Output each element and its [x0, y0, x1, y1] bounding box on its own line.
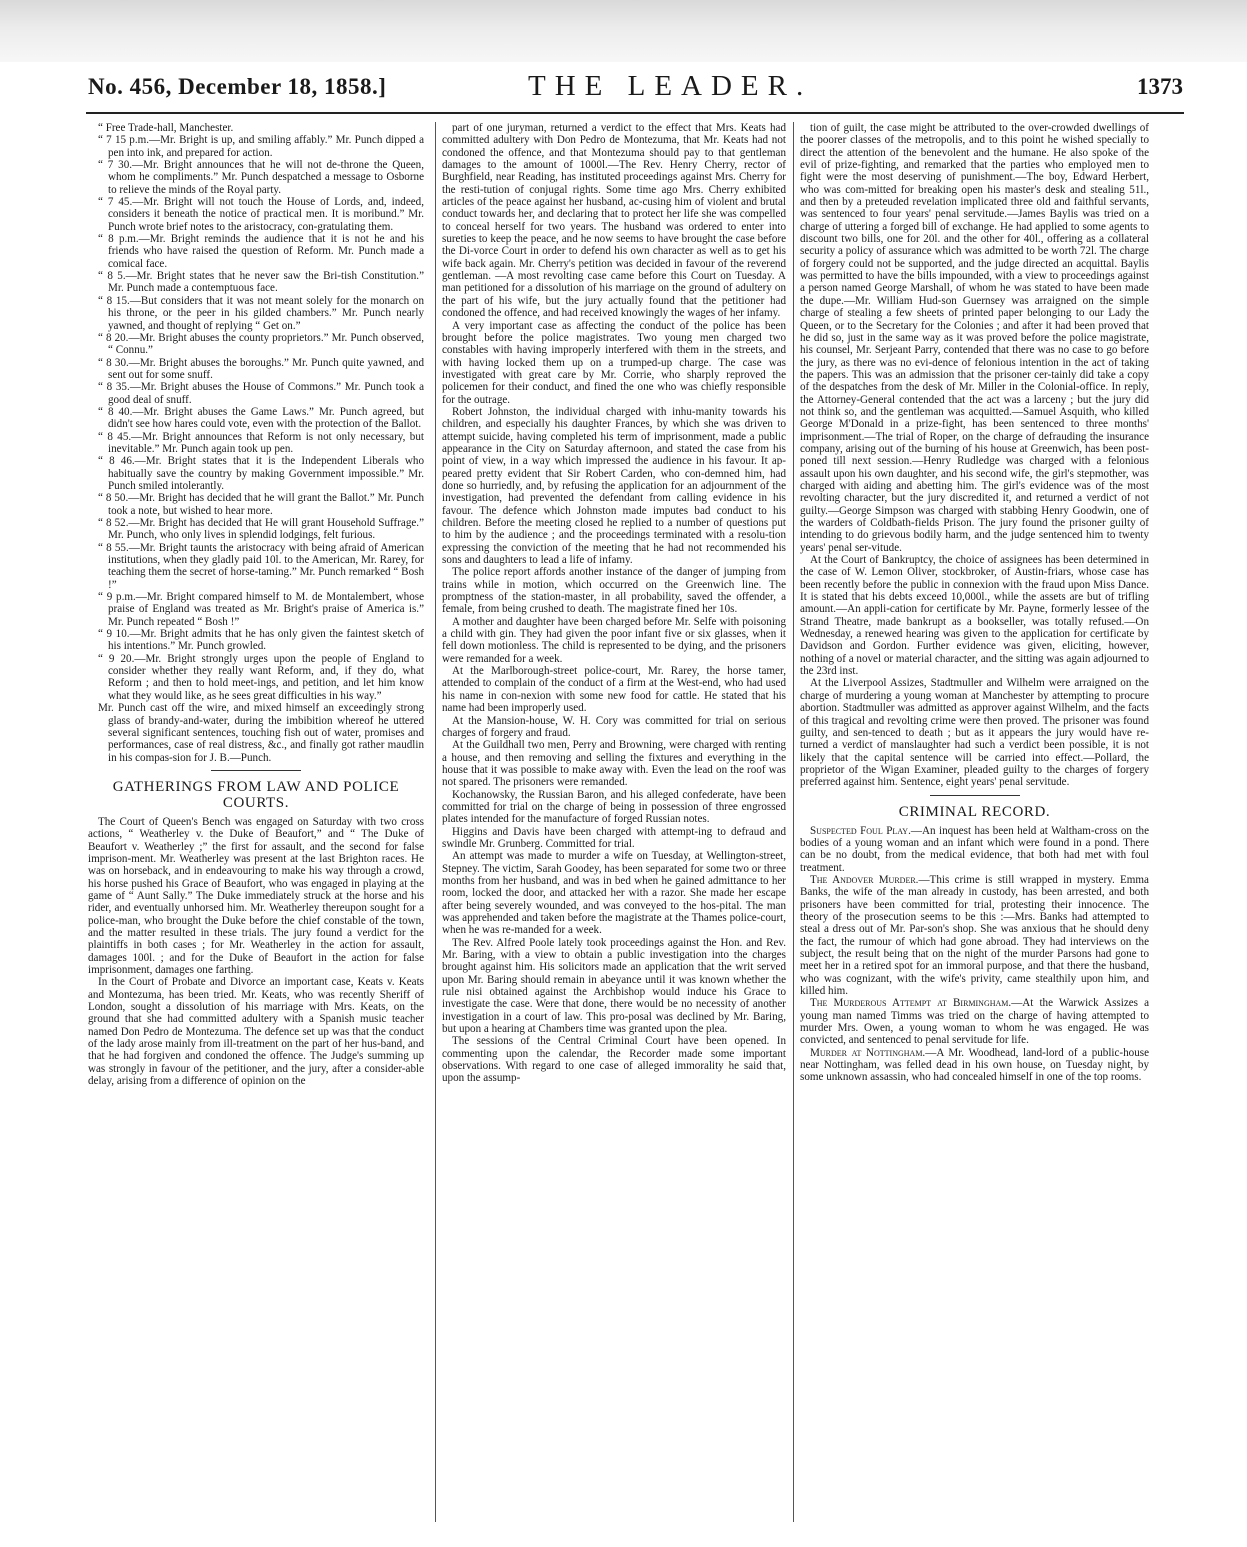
paragraph: “ 8 p.m.—Mr. Bright reminds the audience that it is not he and his friends who have raised the question of Reform. Mr. Punch made a comical face.: [98, 233, 424, 270]
divider: [211, 770, 301, 771]
issue-date: No. 456, December 18, 1858.]: [88, 74, 387, 99]
speech-timeline: [88, 122, 424, 764]
paragraph: A mother and daughter have been charged before Mr. Selfe with poisoning a child with gin. They had given the poor infant five or six glasses, when it fell down motionless. The child is represented to be dying, and the prisoners were remanded for a week.: [442, 615, 786, 665]
paragraph: Kochanowsky, the Russian Baron, and his alleged confederate, have been committed for trial on the charge of being in possession of three engrossed plates intended for the manufacture of forged Russian notes.: [442, 788, 786, 826]
paragraph: At the Mansion-house, W. H. Cory was committed for trial on serious charges of forgery and fraud.: [442, 714, 786, 739]
paragraph: “ 7 45.—Mr. Bright will not touch the House of Lords, and, indeed, considers it beneath the notice of practical men. It is moribund.” Mr. Punch wrote brief notes to the aristocracy, con-gratulating them.: [98, 196, 424, 233]
record-item-text: —A Mr. Woodhead, land-lord of a public-house near Nottingham, was felled dead in his own house, on Tuesday night, by some unknown assassin, who had concealed himself in one of the top rooms.: [800, 1046, 1149, 1084]
page-number: 1373: [1137, 74, 1183, 99]
paragraph: The Court of Queen's Bench was engaged on Saturday with two cross actions, “ Weatherley v. the Duke of Beaufort,” and “ The Duke of Beaufort v. Weatherley ;” the first for assault, and the second for false imprison-ment. Mr. Weatherley was present at the last Brighton races. He was on horseback, and in endeavouring to make his way through a crowd, his horse pushed his Grace of Beaufort, who was engaged in playing at the game of “ Aunt Sally.” The Duke immediately struck at the horse and his rider, and eventually unhorsed him. Mr. Weatherley thereupon sought for a police-man, who brought the Duke before the chief constable of the town, and the matter resulted in these trials. The jury found a verdict for the plaintiffs in both cases ; for Mr. Weatherley in the action for assault, damages 100l. ; and for the Duke of Beaufort in the action for false imprisonment, damages one farthing.: [88, 815, 424, 976]
paragraph: “ 8 52.—Mr. Bright has decided that He will grant Household Suffrage.” Mr. Punch, who only lives in splendid lodgings, felt furious.: [98, 517, 424, 542]
paragraph: tion of guilt, the case might be attributed to the over-crowded dwellings of the poorer classes of the metropolis, and to this point he wished specially to direct the attention of the benevolent and the humane. He also spoke of the evil of prize-fighting, and remarked that the parties who employed men to fight were the most deserving of punishment.—The boy, Edward Herbert, who was com-mitted for breaking open his master's desk and stealing 51l., and then by a preteuded revelation implicated three old and faithful servants, was sentenced to four years' penal servitude.—James Baylis was tried on a charge of uttering a forged bill of exchange. He had applied to some agents to discount two bills, one for 20l. and the other for 40l., offering as a collateral security a policy of assurance which was admitted to be worth 72l. The charge of forgery could not be supported, and the judge directed an acquittal. Baylis was permitted to have the bills impounded, with a view to proceedings against a person named George Marshall, of whom he was stated to have been made the dupe.—Mr. William Hud-son Guernsey was arraigned on the simple charge of stealing a few sheets of printed paper belonging to our Lady the Queen, or to the Secretary for the Colonies ; and after it had been proved that he did so, just in the same way as it was proved before the police magistrate, his counsel, Mr. Serjeant Parry, contended that there was no case to go before the jury, as there was no evi-dence of felonious intention in the act of taking the papers. This was an admission that the prisoner cer-tainly did take a copy of the despatches from the desk of Mr. Miller in the Colonial-office. In reply, the Attorney-General contended that the act was a larceny ; but the jury did not think so, and the gentleman was acquitted.—Samuel Asquith, who killed George M'Donald in a prize-fight, has been sentenced to three months' imprisonment.—The trial of Roper, on the charge of defrauding the insurance company, arising out of the burning of his house at Greenwich, has been post-poned till next session.—Henry Rudledge was charged with a felonious assault upon his own daughter, and his second wife, the girl's stepmother, was charged with aiding and abetting him. The girl's evidence was of the most revolting character, but the jury discredited it, and returned a verdict of not guilty.—George Simpson was charged with stabbing Henry Goodwin, one of the warders of Coldbath-fields Prison. The jury found the prisoner guilty of intending to do grievous bodily harm, and the judge sentenced him to twenty years' penal ser-vitude.: [800, 122, 1149, 554]
paragraph: “ Free Trade-hall, Manchester.: [98, 122, 234, 134]
paragraph: The sessions of the Central Criminal Court have been opened. In commenting upon the calendar, the Recorder made some important observations. With regard to one case of alleged immorality he said that, upon the assump-: [442, 1035, 786, 1085]
record-item-text: —An inquest has been held at Waltham-cross on the bodies of a young woman and an infant which were found in a pond. There can be no doubt, from the medical evidence, that both had met with foul treatment.: [800, 824, 1149, 874]
paragraph: “ 8 46.—Mr. Bright states that it is the Independent Liberals who habitually save the country by making Government impossible.” Mr. Punch smiled intolerantly.: [98, 455, 424, 492]
paragraph: “ 7 30.—Mr. Bright announces that he will not de-throne the Queen, whom he compliments.” Mr. Punch despatched a message to Osborne to relieve the minds of the Royal party.: [98, 159, 424, 196]
scan-top-band: [0, 0, 1247, 62]
paragraph: A very important case as affecting the conduct of the police has been brought before the police magistrates. Two young men charged two constables with having improperly interfered with them in the streets, and with having locked them up on a trumped-up charge. The case was investigated with great care by Mr. Corrie, who sharply reproved the policemen for their conduct, and fined the one who was chiefly responsible for the outrage.: [442, 319, 786, 406]
paragraph: Mr. Punch cast off the wire, and mixed himself an exceedingly strong glass of brandy-and-water, during the imbibition whereof he uttered several significant sentences, touching fish out of water, promises and performances, case of real distress, &c., and finally got rather maudlin in his compas-sion for J. B.—Punch.: [98, 702, 424, 764]
masthead: [88, 70, 1183, 106]
criminal-record-list: [800, 825, 1149, 1084]
paragraph: An attempt was made to murder a wife on Tuesday, at Wellington-street, Stepney. The victim, Sarah Goodey, has been separated for some two or three months from her husband, and was in bed when he gained admittance to her room, locked the door, and attacked her with a razor. She made her escape after being severely wounded, and was conveyed to the hos-pital. The man was apprehended and taken before the magistrate at the Thames police-court, when he was re-manded for a week.: [442, 850, 786, 937]
paragraph: “ 8 35.—Mr. Bright abuses the House of Commons.” Mr. Punch took a good deal of snuff.: [98, 381, 424, 406]
paragraph: The police report affords another instance of the danger of jumping from trains while in motion, which occurred on the Greenwich line. The promptness of the station-master, in all probability, saved the offender, a female, from being crushed to death. The magistrate fined her 10s.: [442, 566, 786, 616]
record-item-title: Suspected Foul Play.: [810, 824, 911, 837]
paragraph: At the Guildhall two men, Perry and Browning, were charged with renting a house, and then removing and selling the fixtures and everything in the house that it was possible to make away with. Even the lead on the roof was not spared. The prisoners were remanded.: [442, 739, 786, 789]
paragraph: Robert Johnston, the individual charged with inhu-manity towards his children, and especially his daughter Frances, by which she was driven to attempt suicide, having completed his term of imprisonment, made a public appearance in the City on Saturday afternoon, and stated the case from his point of view, in a way which impressed the audience in his favour. It ap-peared pretty evident that Sir Robert Carden, who con-demned him, had done so hurriedly, and, by refusing the application for an adjournment of the investigation, had prevented the defendant from calling evidence in his favour. The defence which Johnston made imputes bad conduct to his children. Before the meeting closed he replied to a number of questions put to him by the audience ; and the proceedings terminated with a resolu-tion expressing the conviction of the meeting that he had not recommended his sons and daughters to lead a life of infamy.: [442, 405, 786, 567]
record-item-title: The Andover Murder.: [810, 873, 919, 886]
record-item: [800, 1047, 1149, 1084]
header-rule: [86, 112, 1184, 114]
paragraph: “ 9 p.m.—Mr. Bright compared himself to M. de Montalembert, whose praise of England was treated as Mr. Bright's praise of America is.” Mr. Punch repeated “ Bosh !”: [98, 591, 424, 628]
paragraph: “ 8 15.—But considers that it was not meant solely for the monarch on his throne, or the peer in his gilded chambers.” Mr. Punch nearly yawned, and thought of replying “ Get on.”: [98, 294, 424, 332]
paragraph: At the Liverpool Assizes, Stadtmuller and Wilhelm were arraigned on the charge of murdering a young woman at Manchester by attempting to procure abortion. Stadtmuller was admitted as approver against Wilhelm, and the facts of this tragical and revolting crime were then proved. The prisoner was found guilty, and sen-tenced to death ; but as it appears the jury would have re-turned a verdict of manslaughter had such a verdict been possible, it is not likely that the capital sentence will be carried into effect.—Pollard, the proprietor of the Wigan Examiner, pleaded guilty to the charges of forgery preferred against him. Sentence, eight years' penal servitude.: [800, 677, 1149, 789]
paragraph: “ 8 45.—Mr. Bright announces that Reform is not only necessary, but inevitable.” Mr. Punch again took up pen.: [98, 430, 424, 455]
paragraph: “ 8 5.—Mr. Bright states that he never saw the Bri-tish Constitution.” Mr. Punch made a contemptuous face.: [98, 270, 424, 295]
paragraph: “ 8 20.—Mr. Bright abuses the county proprietors.” Mr. Punch observed, “ Connu.”: [98, 331, 424, 357]
newspaper-title: THE LEADER.: [528, 70, 813, 102]
record-item-text: —At the Warwick Assizes a young man named Timms was tried on the charge of having attempted to murder Mrs. Owen, a young woman to whom he was engaged. He was convicted, and sentenced to penal servitude for life.: [800, 997, 1149, 1047]
record-item: [800, 825, 1149, 874]
paragraph: “ 8 55.—Mr. Bright taunts the aristocracy with being afraid of American institutions, when they gladly paid 10l. to the American, Mr. Rarey, for teaching them the secret of horse-taming.” Mr. Punch remarked “ Bosh !”: [98, 541, 424, 591]
paragraph: “ 9 10.—Mr. Bright admits that he has only given the faintest sketch of his intentions.” Mr. Punch growled.: [98, 628, 424, 653]
record-item: [800, 997, 1149, 1046]
paragraph: At the Court of Bankruptcy, the choice of assignees has been determined in the case of W. Lemon Oliver, stockbroker, of Austin-friars, whose case has been recently before the public in connexion with the fraud upon Miss Dance. It is stated that his debts exceed 10,000l., while the assets are but of trifling amount.—An appli-cation for certificate by Mr. Payne, formerly lessee of the Strand Theatre, made bankrupt as a bookseller, was totally refused.—On Wednesday, a renewed hearing was given to the application for certificate by Davidson and Gordon. Further evidence was given, eliciting, however, nothing of a novel or material character, and the sitting was again adjourned to the 23rd inst.: [800, 554, 1149, 678]
paragraph: “ 9 20.—Mr. Bright strongly urges upon the people of England to consider whether they really want Reform, and, if they do, what Reform ; and then to hold meet-ings, and petition, and let him know what they would like, as he sees great difficulties in his way.”: [98, 652, 424, 702]
record-item-title: Murder at Nottingham.: [810, 1046, 926, 1059]
law-police-article-end: [800, 122, 1149, 789]
paragraph: In the Court of Probate and Divorce an important case, Keats v. Keats and Montezuma, has been tried. Mr. Keats, who was recently Sheriff of London, sought a dissolution of his marriage with Mrs. Keats, on the ground that she had committed adultery with a Spanish music teacher named Don Pedro de Montezuma. The defence set up was that the conduct of the lady arose mainly from ill-treatment on the part of her hus-band, and that he had forgiven and condoned the offence. The Judge's summing up was strongly in favour of the petitioner, and the jury, after a consider-able delay, arising from a difference of opinion on the: [88, 976, 424, 1088]
column-1: [88, 122, 424, 1522]
record-item-text: —This crime is still wrapped in mystery. Emma Banks, the wife of the man already in custody, has been arrested, and both prisoners have been committed for trial, protesting their innocence. The theory of the prosecution seems to be this :—Mrs. Banks had attempted to steal a dress out of Mr. Par-son's shop. She was anxious that he should deny the fact, the rumour of which had gone abroad. They had interviews on the subject, the result being that on the night of the murder Parsons had gone to meet her in a retired spot for an immoral purpose, and that there the husband, who was cognizant, with the wife's privity, came stealthily upon him, and killed him.: [800, 873, 1149, 998]
paragraph: At the Marlborough-street police-court, Mr. Rarey, the horse tamer, attended to complain of the conduct of a firm at the West-end, who had used his name in con-nexion with some new food for cattle. He stated that his name had been improperly used.: [442, 665, 786, 715]
section-heading-criminal-record: CRIMINAL RECORD.: [898, 803, 1051, 820]
section-heading-law-police: GATHERINGS FROM LAW AND POLICE COURTS.: [112, 778, 400, 811]
paragraph: “ 8 30.—Mr. Bright abuses the boroughs.” Mr. Punch quite yawned, and sent out for some snuff.: [98, 356, 424, 381]
law-police-article: [88, 816, 424, 1088]
paragraph: “ 8 40.—Mr. Bright abuses the Game Laws.” Mr. Punch agreed, but didn't see how hares could vote, even with the protection of the Ballot.: [98, 405, 424, 431]
law-police-article-continued: [442, 122, 786, 1085]
paragraph: “ 7 15 p.m.—Mr. Bright is up, and smiling affably.” Mr. Punch dipped a pen into ink, and prepared for action.: [98, 134, 424, 159]
paragraph: “ 8 50.—Mr. Bright has decided that he will grant the Ballot.” Mr. Punch took a note, but wished to hear more.: [98, 492, 424, 517]
divider: [930, 795, 1020, 796]
paragraph: Higgins and Davis have been charged with attempt-ing to defraud and swindle Mr. Grunberg. Committed for trial.: [442, 825, 786, 850]
record-item-title: The Murderous Attempt at Birmingham.: [810, 997, 1012, 1010]
record-item: [800, 874, 1149, 997]
column-2: [435, 122, 786, 1522]
paragraph: The Rev. Alfred Poole lately took proceedings against the Hon. and Rev. Mr. Baring, with a view to obtain a public investigation into the charges brought against him. His solicitors made an application that the writ served upon Mr. Baring should remain in abeyance until it was known whether the rule nisi obtained against the Archbishop would induce his Grace to investigate the case. Were that done, there would be no necessity of another investigation in a court of law. This pro-posal was declined by Mr. Baring, but upon a hearing at Chambers time was granted upon the plea.: [442, 936, 786, 1036]
paragraph: part of one juryman, returned a verdict to the effect that Mrs. Keats had committed adultery with Don Pedro de Montezuma, that Mr. Keats had not condoned the offence, and that Montezuma should pay to that gentleman damages to the amount of 1000l.—The Rev. Henry Cherry, rector of Burghfield, near Reading, has instituted proceedings against Mrs. Cherry for the resti-tution of conjugal rights. Some time ago Mrs. Cherry exhibited articles of the peace against her husband, ac-cusing him of violent and brutal conduct towards her, and declaring that to protect her life she was compelled to conceal herself for two years. The husband was ordered to enter into sureties to keep the peace, and he now seems to have brought the case before the Di-vorce Court in order to defend his own character as well as to get his wife back again. Mr. Cherry's petition was decided in favour of the reverend gentleman. —A most revolting case came before this Court on Tuesday. A man petitioned for a dissolution of his marriage on the ground of adultery on the part of his wife, but the jury actually found that the petitioner had condoned the offence, and had received knowingly the wages of her infamy.: [442, 122, 786, 320]
column-3: [793, 122, 1149, 1522]
